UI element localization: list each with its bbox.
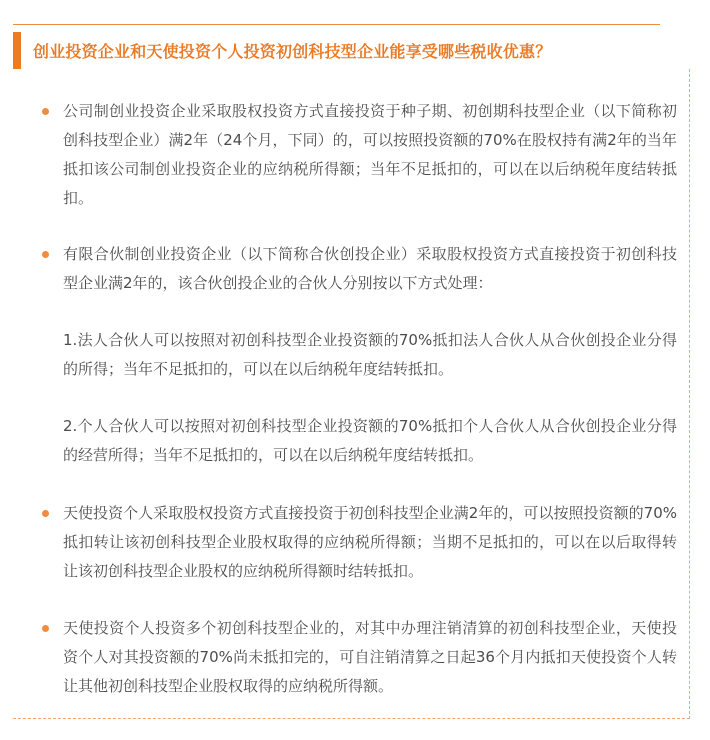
content-panel	[13, 69, 690, 719]
sub-paragraph-text: 1.法人合伙人可以按照对初创科技型企业投资额的70%抵扣法人合伙人从合伙创投企业分得的所得；当年不足抵扣的，可以在以后纳税年度结转抵扣。	[63, 331, 677, 378]
section-header	[13, 32, 660, 69]
bullet-dot-icon	[42, 251, 49, 258]
paragraph-text: 有限合伙制创业投资企业（以下简称合伙创投企业）采取股权投资方式直接投资于初创科技型企业满2年的，该合伙创投企业的合伙人分别按以下方式处理：	[63, 245, 677, 292]
bullet-dot-icon	[42, 625, 49, 632]
bullet-dot-icon	[42, 108, 49, 115]
title-accent-bar	[13, 32, 21, 69]
paragraph-text: 天使投资个人投资多个初创科技型企业的，对其中办理注销清算的初创科技型企业，天使投资个人对其投资额的70%尚未抵扣完的，可自注销清算之日起36个月内抵扣天使投资个人转让其他初创科技型企业股权取得的应纳税所得额。	[63, 619, 677, 695]
section-title: 创业投资企业和天使投资个人投资初创科技型企业能享受哪些税收优惠？	[33, 42, 552, 61]
sub-paragraph-text: 2.个人合伙人可以按照对初创科技型企业投资额的70%抵扣个人合伙人从合伙创投企业分得的经营所得；当年不足抵扣的，可以在以后纳税年度结转抵扣。	[63, 417, 677, 464]
bullet-dot-icon	[42, 510, 49, 517]
paragraph-text: 公司制创业投资企业采取股权投资方式直接投资于种子期、初创期科技型企业（以下简称初创科技型企业）满2年（24个月，下同）的，可以按照投资额的70%在股权持有满2年的当年抵扣该公司制创业投资企业的应纳税所得额；当年不足抵扣的，可以在以后纳税年度结转抵扣。	[63, 102, 677, 207]
top-divider	[13, 24, 660, 25]
paragraph-text: 天使投资个人采取股权投资方式直接投资于初创科技型企业满2年的，可以按照投资额的70%抵扣转让该初创科技型企业股权取得的应纳税所得额；当期不足抵扣的，可以在以后取得转让该初创科技型企业股权的应纳税所得额时结转抵扣。	[63, 504, 677, 580]
